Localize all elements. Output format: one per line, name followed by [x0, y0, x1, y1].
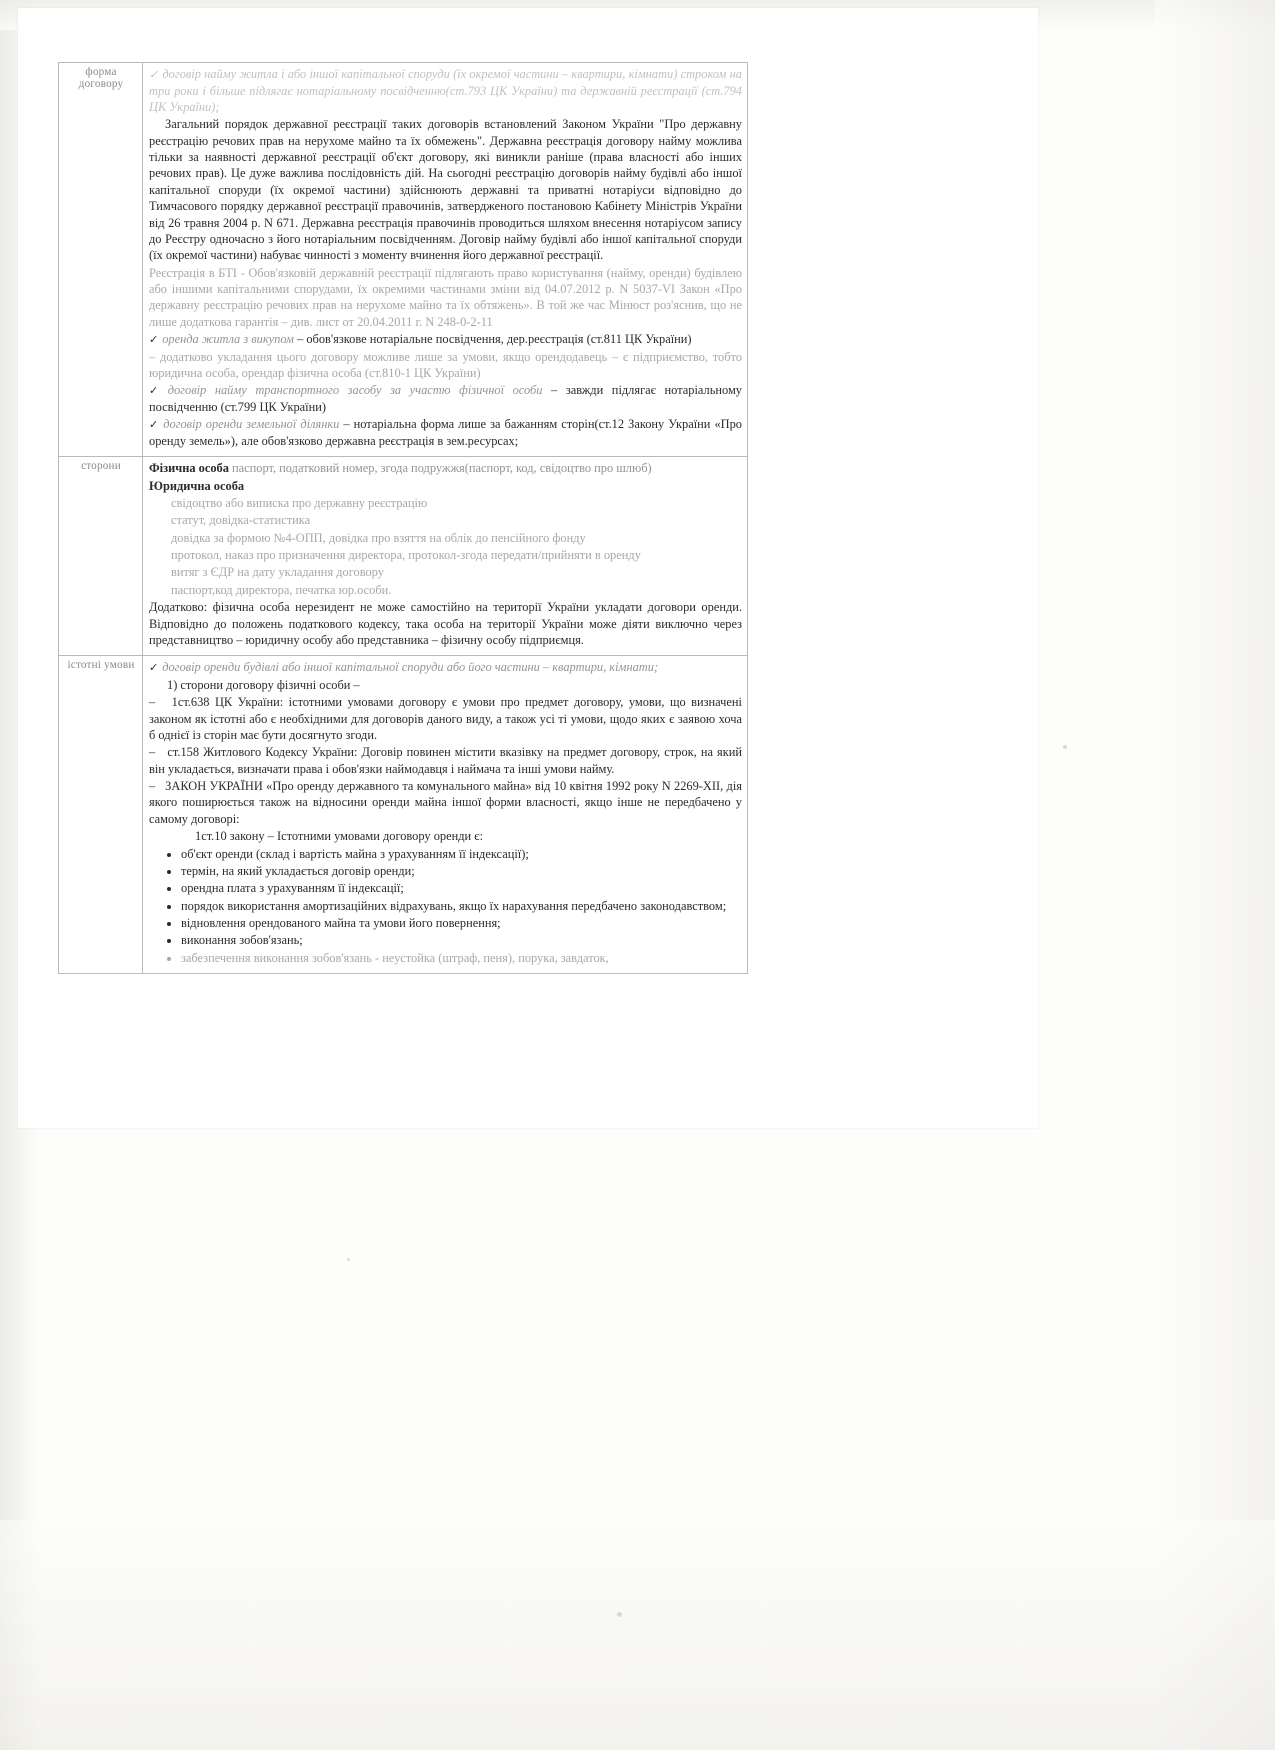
row-label-line2: договору [78, 78, 124, 90]
check-icon: ✓ [149, 69, 159, 81]
scan-speck [1063, 745, 1067, 749]
list-item: • орендна плата з урахуванням її індексації; [181, 880, 742, 896]
row-content-essential-terms [143, 656, 748, 974]
row-content-parties [143, 457, 748, 656]
clause-additional-legal-entity: – додатково укладання цього договору можливе лише за умови, якщо орендодавець – є підприємство, тобто юридична особа, орендар фізична особа (ст.810-1 ЦК України) [149, 349, 742, 381]
legal-entity-documents-list [149, 495, 742, 598]
check-icon: ✓ [149, 662, 159, 675]
clause-lease-with-buyout: ✓ оренда житла з викупом – обов'язкове нотаріальне посвідчення, дер.реєстрація (ст.811 ЦК України) [149, 332, 692, 347]
clause-art158: – ст.158 Житлового Кодексу України: Договір повинен містити вказівку на предмет договору, строк, на який він укладається, визначати права і обов'язки наймодавця і наймача та інші умови найму. [149, 745, 742, 776]
row-content-form [143, 63, 748, 457]
essential-terms-bullets [155, 846, 742, 967]
list-item: довідка за формою №4-ОПП, довідка про взяття на облік до пенсійного фонду [171, 530, 586, 545]
list-item: • виконання зобов'язань; [181, 932, 742, 948]
list-item: статут, довідка-статистика [171, 513, 311, 528]
clause-building-lease: ✓ договір оренди будівлі або іншої капітальної споруди або його частини – квартири, кімнати; [149, 660, 659, 675]
list-item: • порядок використання амортизаційних відрахувань, якщо їх нарахування передбачено законодавством; [181, 898, 742, 914]
scan-speck [347, 1258, 350, 1261]
scan-shadow-bottom [0, 1520, 1275, 1750]
item-parties-natural: 1) сторони договору фізичні особи – [167, 677, 360, 692]
list-item: свідоцтво або виписка про державну реєстрацію [171, 495, 428, 510]
row-label-parties [59, 457, 143, 656]
paragraph-bti-registration: Реєстрація в БТІ - Обов'язковій державній реєстрації підлягають право користування (найму, оренди) будівлею або іншими капітальними спорудами, їх окремими частинами зміни від 04.07.2012 р. N 5037-VI Закон «Про державну реєстрацію речових прав на нерухоме майно та їх обтяжень». В той же час Мінюст роз'яснив, що не лише додаткова гарантія – див. лист от 20.04.2011 г. N 248-0-2-11 [149, 265, 742, 329]
scan-shadow-right [1155, 0, 1275, 1750]
row-label-form [59, 63, 143, 457]
table-row [59, 63, 748, 457]
row-label-line1: сторони [81, 460, 121, 473]
clause-land-plot-lease: ✓ договір оренди земельної ділянки – нотаріальна форма лише за бажанням сторін(ст.12 Закону України «Про оренду земель»), але обов'язково державна реєстрація в зем.ресурсах; [149, 417, 742, 448]
paragraph-nonresident-note: Додатково: фізична особа нерезидент не може самостійно на території України укладати договори оренди. Відповідно до положень податкового кодексу, така особа на території України може діяти виключно через представництво – юридичну особу або представника – фізичну особу підприємця. [149, 600, 742, 647]
subheading-art10: 1ст.10 закону – Істотними умовами договору оренди є: [195, 829, 484, 844]
table-row [59, 656, 748, 974]
check-icon: ✓ [149, 334, 159, 347]
list-item: • об'єкт оренди (склад і вартість майна з урахуванням її індексації); [181, 846, 742, 862]
parties-legal-entity: Юридична особа [149, 478, 245, 493]
document-table-wrapper [58, 62, 748, 974]
list-item: паспорт,код директора, печатка юр.особи. [171, 582, 392, 597]
row-label-line1: істотні умови [67, 659, 135, 672]
clause-art638: – 1ст.638 ЦК України: істотними умовами договору є умови про предмет договору, умови, що визначені законом як істотні або є необхідними для договорів даного виду, а також усі ті умови, щодо яких є заявою хоча б однієї із сторін має бути досягнуто згоди. [149, 695, 742, 742]
row-label-line1: форма [85, 66, 117, 78]
list-item: протокол, наказ про призначення директора, протокол-згода передати/прийняти в оренду [171, 548, 641, 563]
paragraph-state-registration: Загальний порядок державної реєстрації таких договорів встановлений Законом України "Про державну реєстрацію речових прав на нерухоме майно та їх обмежень". Державна реєстрація договору найму можлива тільки за наявності державної реєстрації об'єкт договору, які виникли раніше (права власності або інших речових прав). Це дуже важлива послідовність дій. На сьогодні реєстрацію договорів найму будівлі або іншої капітальної споруди (їх окремої частини) здійснюють державні та приватні нотаріуси відповідно до Тимчасового порядку державної реєстрації правочинів, затвердженого постановою Кабінету Міністрів України від 26 травня 2004 р. N 671. Державна реєстрація правочинів проводиться шляхом внесення нотаріусом запису до Реєстру одночасно з його нотаріальним посвідченням. Договір найму будівлі або іншої капітальної споруди (їх окремої частини) набуває чинності з моменту вчинення його державної реєстрації. [149, 117, 742, 263]
clause-housing-lease-notary: ✓ договір найму житла і або іншої капітальної споруди (їх окремої частини – квартири, кімнати) строком на три роки і більше підлягає нотаріальному посвідченню(ст.793 ЦК України) та державній реєстрації (ст.794 ЦК України); [149, 67, 743, 114]
list-item: • забезпечення виконання зобов'язань - неустойка (штраф, пеня), порука, завдаток, [181, 950, 742, 966]
table-row [59, 457, 748, 656]
row-label-essential-terms [59, 656, 143, 974]
contract-summary-table [58, 62, 748, 974]
scan-speck [617, 1612, 622, 1617]
clause-vehicle-lease: ✓ договір найму транспортного засобу за участю фізичної особи – завжди підлягає нотаріальному посвідченню (ст.799 ЦК України) [149, 383, 742, 414]
list-item: • відновлення орендованого майна та умови його повернення; [181, 915, 742, 931]
check-icon: ✓ [149, 385, 164, 398]
list-item: • термін, на який укладається договір оренди; [181, 863, 742, 879]
list-item: витяг з ЄДР на дату укладання договору [171, 565, 384, 580]
parties-natural-person: Фізична особа паспорт, податковий номер, згода подружжя(паспорт, код, свідоцтво про шлюб) [149, 461, 652, 476]
clause-law-2269: – ЗАКОН УКРАЇНИ «Про оренду державного та комунального майна» від 10 квітня 1992 року N 2269-XII, дія якого поширюється також на відносини оренди майна іншої форми власності, якщо інше не передбачено у самому договорі: [149, 779, 742, 826]
check-icon: ✓ [149, 419, 160, 432]
